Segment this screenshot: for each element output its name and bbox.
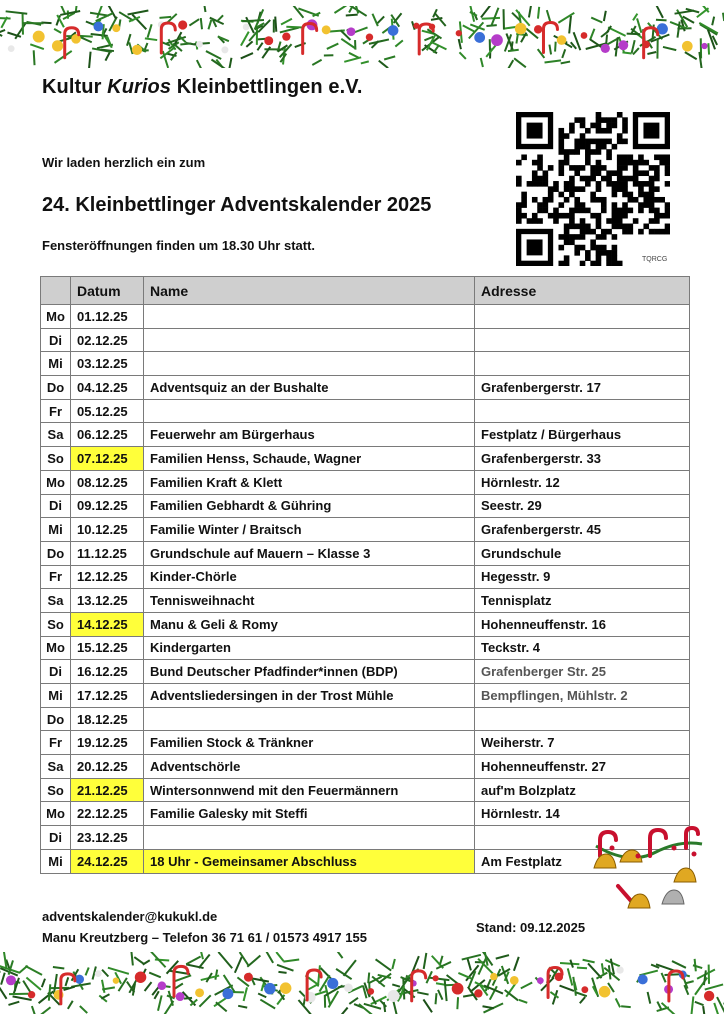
address-cell	[475, 328, 690, 352]
address-cell: Grafenbergerstr. 45	[475, 518, 690, 542]
table-row	[41, 565, 690, 589]
table-row	[41, 684, 690, 708]
table-row	[41, 376, 690, 400]
date-cell: 13.12.25	[71, 589, 144, 613]
date-cell: 05.12.25	[71, 399, 144, 423]
weekday-cell: Mi	[41, 684, 71, 708]
weekday-cell: Mi	[41, 352, 71, 376]
address-cell: auf'm Bolzplatz	[475, 778, 690, 802]
address-cell: Grundschule	[475, 541, 690, 565]
weekday-cell: Di	[41, 826, 71, 850]
table-row	[41, 399, 690, 423]
weekday-cell: Fr	[41, 399, 71, 423]
date-cell: 21.12.25	[71, 778, 144, 802]
weekday-cell: Sa	[41, 589, 71, 613]
weekday-cell: Mo	[41, 802, 71, 826]
name-cell: Familien Kraft & Klett	[144, 470, 475, 494]
name-cell: Familien Henss, Schaude, Wagner	[144, 447, 475, 471]
date-cell: 18.12.25	[71, 707, 144, 731]
contact-email[interactable]: adventskalender@kukukl.de	[42, 909, 218, 924]
table-row	[41, 778, 690, 802]
opening-time-note: Fensteröffnungen finden um 18.30 Uhr statt.	[42, 238, 316, 253]
date-cell: 09.12.25	[71, 494, 144, 518]
address-cell	[475, 305, 690, 329]
date-cell: 11.12.25	[71, 541, 144, 565]
address-cell: Hörnlestr. 14	[475, 802, 690, 826]
page-title: 24. Kleinbettlinger Adventskalender 2025	[42, 194, 432, 216]
weekday-cell: Mo	[41, 470, 71, 494]
weekday-cell: Di	[41, 328, 71, 352]
weekday-cell: Mo	[41, 305, 71, 329]
name-cell: Feuerwehr am Bürgerhaus	[144, 423, 475, 447]
table-row	[41, 612, 690, 636]
address-cell: Hörnlestr. 12	[475, 470, 690, 494]
contact-phone: Manu Kreutzberg – Telefon 36 71 61 / 01573 4917 155	[42, 930, 367, 945]
date-cell: 02.12.25	[71, 328, 144, 352]
address-cell: Grafenbergerstr. 17	[475, 376, 690, 400]
name-cell: Adventsliedersingen in der Trost Mühle	[144, 684, 475, 708]
table-row	[41, 636, 690, 660]
address-cell: Seestr. 29	[475, 494, 690, 518]
name-cell: Familien Stock & Tränkner	[144, 731, 475, 755]
table-row	[41, 518, 690, 542]
name-cell	[144, 305, 475, 329]
address-cell	[475, 399, 690, 423]
date-cell: 19.12.25	[71, 731, 144, 755]
table-row	[41, 447, 690, 471]
date-cell: 20.12.25	[71, 755, 144, 779]
weekday-cell: Mi	[41, 849, 71, 873]
garland-top	[0, 6, 724, 68]
date-cell: 04.12.25	[71, 376, 144, 400]
weekday-cell: Do	[41, 541, 71, 565]
date-cell: 01.12.25	[71, 305, 144, 329]
address-cell: Weiherstr. 7	[475, 731, 690, 755]
organization-name	[42, 76, 363, 99]
name-cell: Wintersonnwend mit den Feuermännern	[144, 778, 475, 802]
date-cell: 22.12.25	[71, 802, 144, 826]
weekday-cell: Sa	[41, 423, 71, 447]
address-cell	[475, 352, 690, 376]
address-cell: Festplatz / Bürgerhaus	[475, 423, 690, 447]
weekday-cell: Sa	[41, 755, 71, 779]
name-cell: Familie Galesky mit Steffi	[144, 802, 475, 826]
garland-bottom	[0, 952, 724, 1014]
table-body	[41, 305, 690, 874]
table-row	[41, 755, 690, 779]
weekday-cell: Do	[41, 376, 71, 400]
table-header-row	[41, 277, 690, 305]
name-cell: Tennisweihnacht	[144, 589, 475, 613]
header-date: Datum	[71, 277, 144, 305]
name-cell: Adventschörle	[144, 755, 475, 779]
date-cell: 07.12.25	[71, 447, 144, 471]
table-row	[41, 423, 690, 447]
table-row	[41, 352, 690, 376]
weekday-cell: Fr	[41, 565, 71, 589]
date-cell: 03.12.25	[71, 352, 144, 376]
name-cell: Grundschule auf Mauern – Klasse 3	[144, 541, 475, 565]
address-cell: Grafenberger Str. 25	[475, 660, 690, 684]
name-cell	[144, 826, 475, 850]
name-cell: 18 Uhr - Gemeinsamer Abschluss	[144, 849, 475, 873]
table-row	[41, 660, 690, 684]
weekday-cell: Mo	[41, 636, 71, 660]
table-row	[41, 328, 690, 352]
date-cell: 14.12.25	[71, 612, 144, 636]
org-italic: Kurios	[107, 76, 172, 98]
qr-code-icon[interactable]	[516, 112, 670, 266]
weekday-cell: Mi	[41, 518, 71, 542]
date-cell: 10.12.25	[71, 518, 144, 542]
date-cell: 17.12.25	[71, 684, 144, 708]
name-cell	[144, 399, 475, 423]
address-cell: Hegesstr. 9	[475, 565, 690, 589]
name-cell: Familie Winter / Braitsch	[144, 518, 475, 542]
org-part1: Kultur	[42, 76, 102, 98]
name-cell: Familien Gebhardt & Gühring	[144, 494, 475, 518]
date-cell: 12.12.25	[71, 565, 144, 589]
address-cell: Teckstr. 4	[475, 636, 690, 660]
invite-text: Wir laden herzlich ein zum	[42, 155, 206, 170]
name-cell	[144, 352, 475, 376]
address-cell: Hohenneuffenstr. 27	[475, 755, 690, 779]
date-cell: 08.12.25	[71, 470, 144, 494]
christmas-bells-icon	[590, 826, 708, 918]
address-cell: Tennisplatz	[475, 589, 690, 613]
header-address: Adresse	[475, 277, 690, 305]
name-cell: Kinder-Chörle	[144, 565, 475, 589]
weekday-cell: Di	[41, 494, 71, 518]
address-cell: Am Festplatz	[475, 849, 690, 873]
address-cell: Bempflingen, Mühlstr. 2	[475, 684, 690, 708]
name-cell	[144, 707, 475, 731]
weekday-cell: So	[41, 612, 71, 636]
garland-bottom-graphic	[0, 952, 724, 1014]
garland-top-graphic	[0, 6, 724, 68]
weekday-cell: So	[41, 447, 71, 471]
weekday-cell: So	[41, 778, 71, 802]
date-cell: 15.12.25	[71, 636, 144, 660]
date-cell: 23.12.25	[71, 826, 144, 850]
weekday-cell: Fr	[41, 731, 71, 755]
date-cell: 24.12.25	[71, 849, 144, 873]
table-row	[41, 707, 690, 731]
table-row	[41, 494, 690, 518]
name-cell: Kindergarten	[144, 636, 475, 660]
table-row	[41, 305, 690, 329]
name-cell: Adventsquiz an der Bushalte	[144, 376, 475, 400]
address-cell	[475, 707, 690, 731]
date-cell: 06.12.25	[71, 423, 144, 447]
weekday-cell: Do	[41, 707, 71, 731]
name-cell: Bund Deutscher Pfadfinder*innen (BDP)	[144, 660, 475, 684]
org-part2: Kleinbettlingen e.V.	[176, 76, 363, 98]
date-cell: 16.12.25	[71, 660, 144, 684]
address-cell: Hohenneuffenstr. 16	[475, 612, 690, 636]
last-updated: Stand: 09.12.2025	[476, 920, 586, 935]
table-row	[41, 470, 690, 494]
header-name: Name	[144, 277, 475, 305]
header-weekday	[41, 277, 71, 305]
address-cell: Grafenbergerstr. 33	[475, 447, 690, 471]
weekday-cell: Di	[41, 660, 71, 684]
name-cell: Manu & Geli & Romy	[144, 612, 475, 636]
advent-calendar-table	[40, 276, 690, 874]
name-cell	[144, 328, 475, 352]
table-row	[41, 589, 690, 613]
table-row	[41, 731, 690, 755]
table-row	[41, 802, 690, 826]
table-row	[41, 541, 690, 565]
qr-label: TQRCG	[642, 256, 668, 263]
